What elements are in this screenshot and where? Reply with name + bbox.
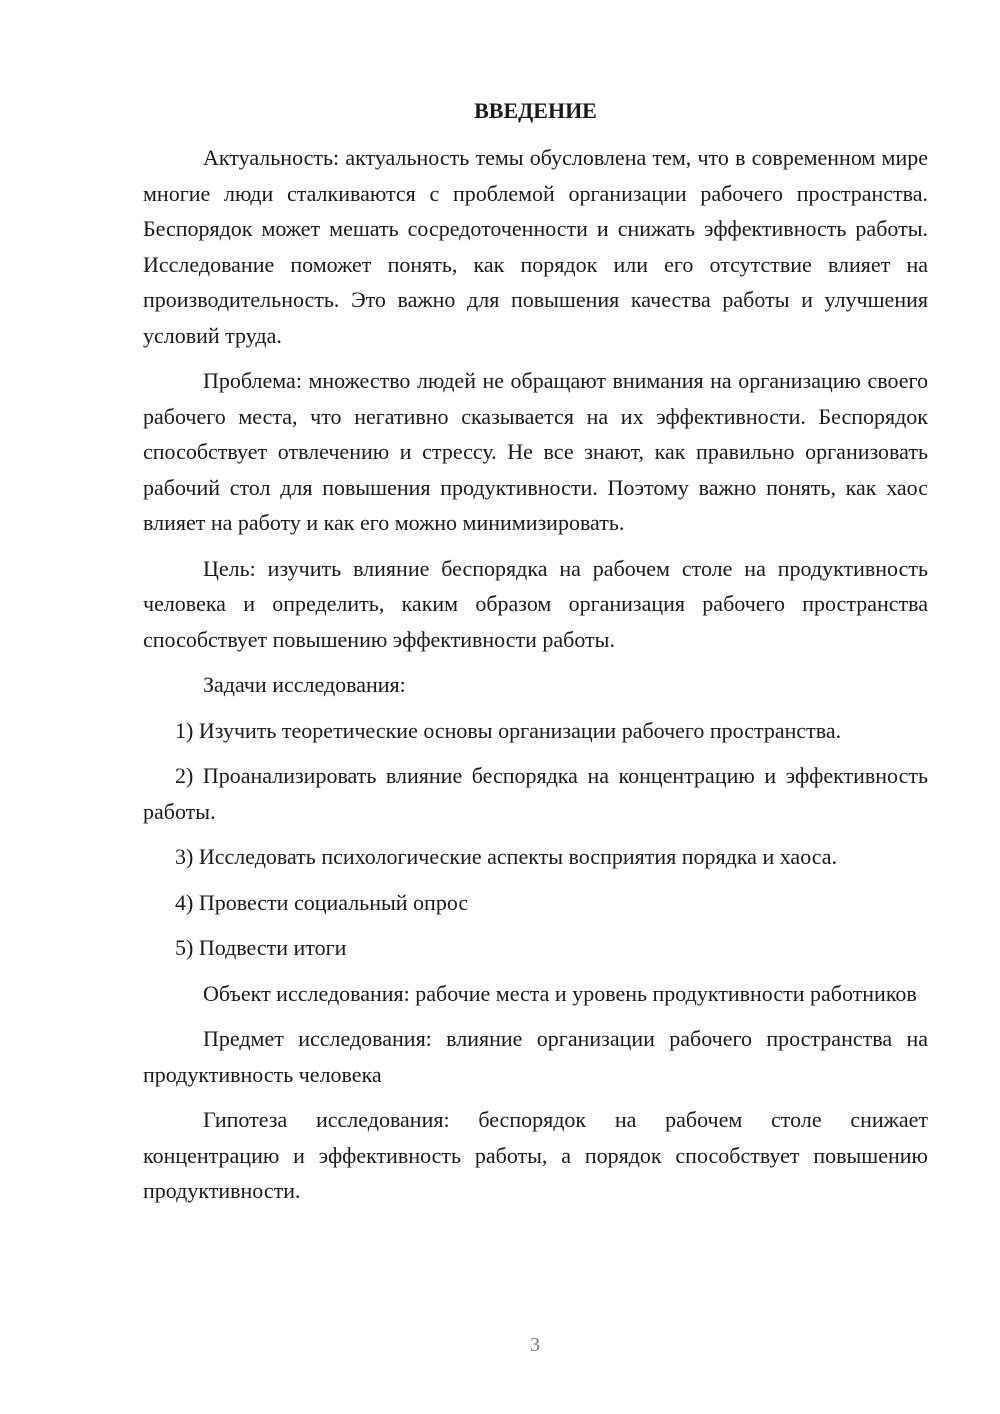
paragraph-subject: Предмет исследования: влияние организации рабочего пространства на продуктивность человека xyxy=(143,1026,928,1087)
section-heading: ВВЕДЕНИЕ xyxy=(474,98,597,123)
tasks-title: Задачи исследования: xyxy=(203,672,406,697)
task-item-5: 5) Подвести итоги xyxy=(175,935,347,960)
document-body xyxy=(143,94,928,1219)
task-item-2: 2) Проанализировать влияние беспорядка на концентрацию и эффективность работы. xyxy=(143,763,928,824)
task-item-3: 3) Исследовать психологические аспекты восприятия порядка и хаоса. xyxy=(175,844,838,869)
page-number: 3 xyxy=(530,1334,540,1356)
paragraph-problem: Проблема: множество людей не обращают внимания на организацию своего рабочего места, что негативно сказывается на их эффективности. Беспорядок способствует отвлечению и стрессу. Не все знают, как правильно организовать рабочий стол для повышения продуктивности. Поэтому важно понять, как хаос влияет на работу и как его можно минимизировать. xyxy=(143,368,928,535)
paragraph-object: Объект исследования: рабочие места и уровень продуктивности работников xyxy=(203,980,917,1006)
paragraph-hypothesis: Гипотеза исследования: беспорядок на рабочем столе снижает концентрацию и эффективность работы, а порядок способствует повышению продуктивности. xyxy=(143,1107,928,1203)
task-item-4: 4) Провести социальный опрос xyxy=(175,889,469,915)
task-item-1: 1) Изучить теоретические основы организации рабочего пространства. xyxy=(175,717,842,743)
paragraph-goal: Цель: изучить влияние беспорядка на рабочем столе на продуктивность человека и определить, каким образом организация рабочего пространства способствует повышению эффективности работы. xyxy=(143,555,928,652)
paragraph-relevance: Актуальность: актуальность темы обусловлена тем, что в современном мире многие люди сталкиваются с проблемой организации рабочего пространства. Беспорядок может мешать сосредоточенности и снижать эффективность работы. Исследование поможет понять, как порядок или его отсутствие влияет на производительность. Это важно для повышения качества работы и улучшения условий труда. xyxy=(143,145,928,348)
